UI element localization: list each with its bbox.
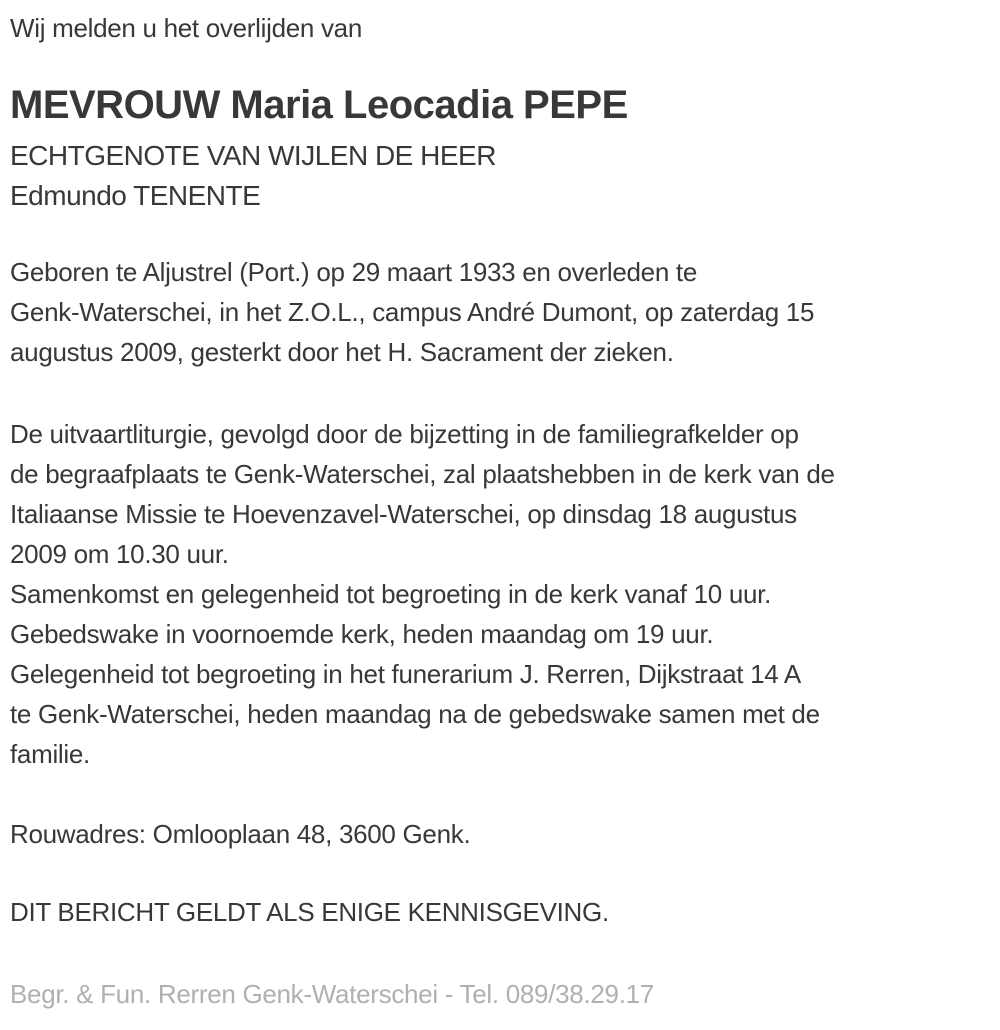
relation-block <box>10 136 992 216</box>
intro-line: Wij melden u het overlijden van <box>10 13 362 43</box>
relation-line-1: ECHTGENOTE VAN WIJLEN DE HEER <box>10 140 496 171</box>
mourning-address: Rouwadres: Omlooplaan 48, 3600 Genk. <box>10 819 471 849</box>
paragraph-birth-death: Geboren te Aljustrel (Port.) op 29 maart 1933 en overleden te Genk-Waterschei, in het Z.O.L., campus André Dumont, op zaterdag 15 augustus 2009, gesterkt door het H. Sacrament der zieken. <box>10 257 815 367</box>
paragraph-funeral-arrangements: De uitvaartliturgie, gevolgd door de bijzetting in de familiegrafkelder op de begraafplaats te Genk-Waterschei, zal plaatshebben in de kerk van de Italiaanse Missie te Hoevenzavel-Waterschei, op dinsdag 18 augustus 2009 om 10.30 uur. Samenkomst en gelegenheid tot begroeting in de kerk vanaf 10 uur. Gebedswake in voornoemde kerk, heden maandag om 19 uur. Gelegenheid tot begroeting in het funerarium J. Rerren, Dijkstraat 14 A te Genk-Waterschei, heden maandag na de gebedswake samen met de familie. <box>10 419 835 769</box>
relation-line-2: Edmundo TENENTE <box>10 180 261 211</box>
closing-notice: DIT BERICHT GELDT ALS ENIGE KENNISGEVING. <box>10 897 609 927</box>
funeral-home-footer: Begr. & Fun. Rerren Genk-Waterschei - Tel. 089/38.29.17 <box>10 979 654 1009</box>
deceased-name-title: MEVROUW Maria Leocadia PEPE <box>10 83 628 127</box>
